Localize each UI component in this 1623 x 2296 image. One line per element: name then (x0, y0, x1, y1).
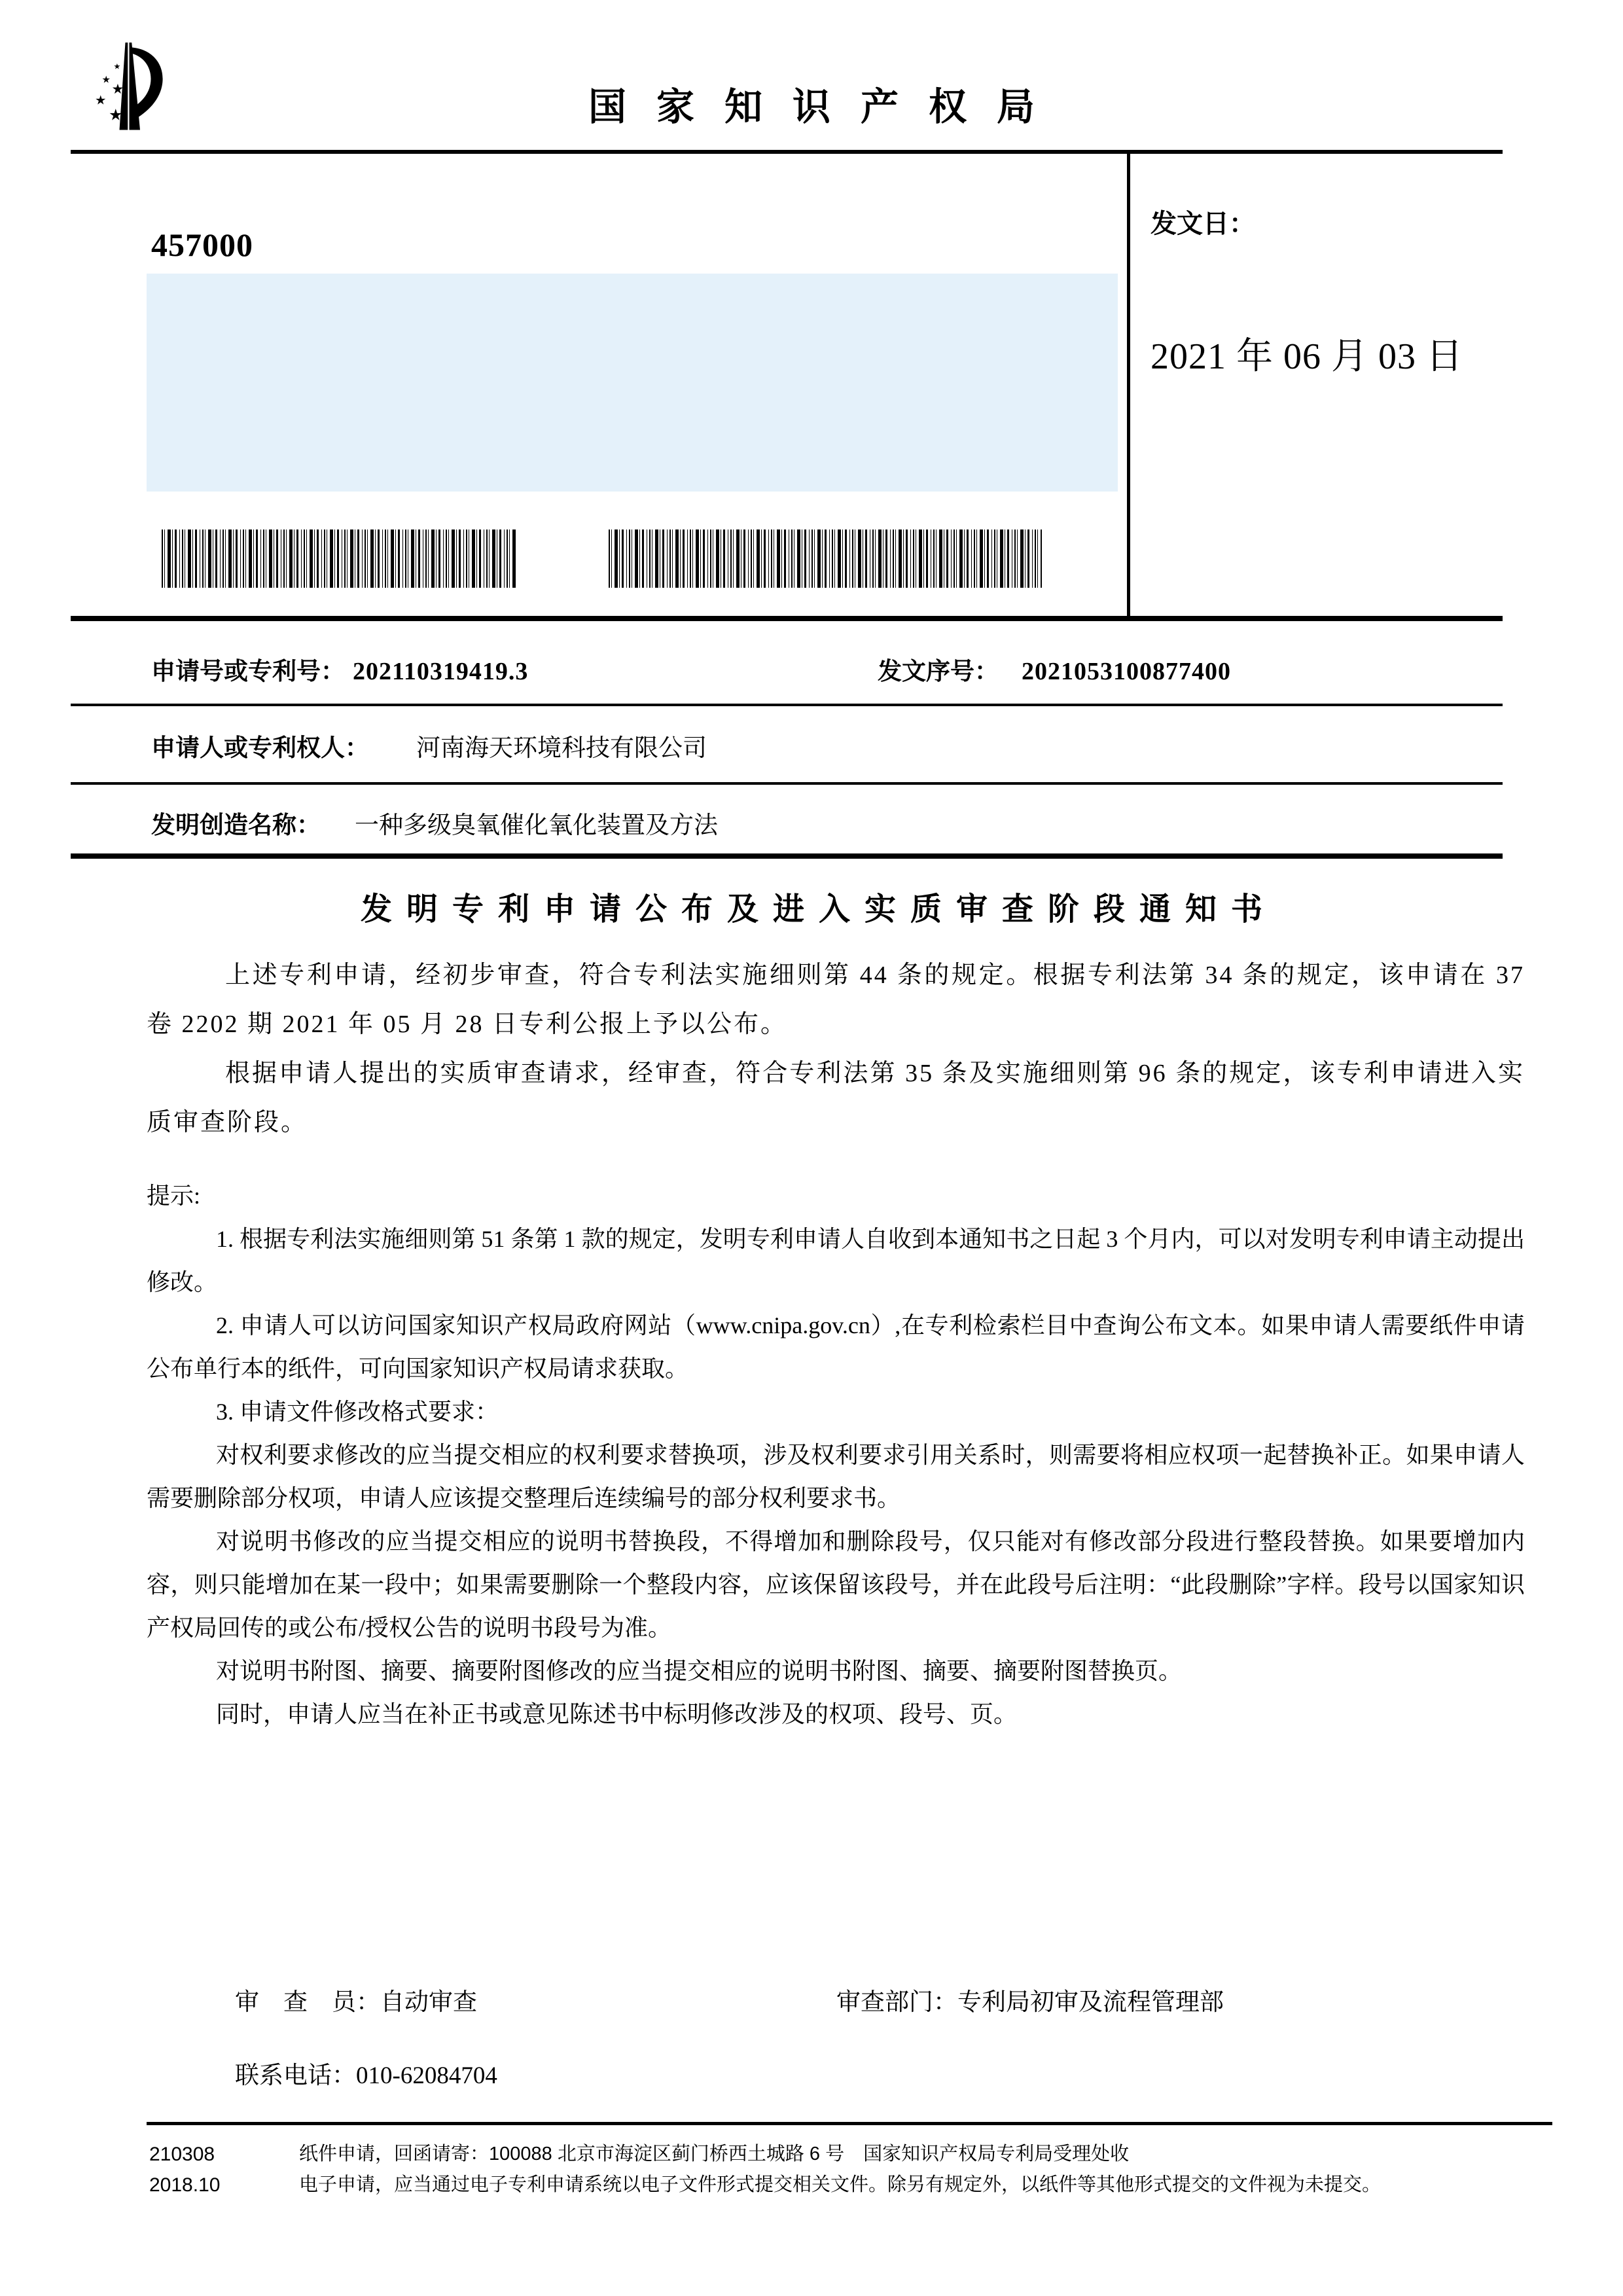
invention-name-value: 一种多级臭氧催化氧化装置及方法 (355, 812, 718, 839)
tip-item: 同时，申请人应当在补正书或意见陈述书中标明修改涉及的权项、段号、页。 (216, 1701, 1018, 1727)
serial-number-value: 2021053100877400 (1022, 658, 1231, 685)
svg-text:★: ★ (113, 62, 121, 71)
table-bottom-rule (71, 853, 1503, 859)
footer-instructions (299, 2139, 1553, 2200)
application-number-row (151, 651, 528, 687)
serial-number-label: 发文序号： (878, 658, 999, 685)
issue-date-value: 2021 年 06 月 03 日 (1150, 336, 1463, 377)
phone-field (235, 2055, 497, 2090)
footer-form-codes (149, 2139, 220, 2200)
svg-text:★: ★ (111, 81, 124, 97)
header-box-top-rule (71, 150, 1503, 154)
examiner-field (235, 1982, 477, 2017)
applicant-value: 河南海天环境科技有限公司 (416, 735, 707, 762)
notice-paragraph: 根据申请人提出的实质审查请求，经审查，符合专利法第 35 条及实施细则第 96 条的规定，该专利申请进入实质审查阶段。 (147, 1060, 1525, 1136)
notice-code-number: 457000 (151, 226, 253, 263)
svg-text:★: ★ (95, 92, 107, 108)
application-number-value: 202110319419.3 (353, 658, 529, 685)
invention-name-label: 发明创造名称： (151, 812, 321, 839)
tip-item: 2. 申请人可以访问国家知识产权局政府网站（www.cnipa.gov.cn）,在专利检索栏目中查询公布文本。如果申请人需要纸件申请公布单行本的纸件，可向国家知识产权局请求获取。 (147, 1312, 1525, 1382)
barcode-icon (609, 529, 1042, 588)
department-label: 审查部门： (836, 1989, 957, 2016)
notice-paragraph: 上述专利申请，经初步审查，符合专利法实施细则第 44 条的规定。根据专利法第 34 条的规定，该申请在 37 卷 2202 期 2021 年 05 月 28 日专利公报上予以公布。 (147, 961, 1525, 1038)
tip-item: 对说明书修改的应当提交相应的说明书替换段，不得增加和删除段号，仅只能对有修改部分段进行整段替换。如果要增加内容，则只能增加在某一段中；如果需要删除一个整段内容，应该保留该段号，并在此段号后注明：“此段删除”字样。段号以国家知识产权局回传的或公布/授权公告的说明书段号为准。 (147, 1528, 1525, 1641)
application-number-label: 申请号或专利号： (151, 658, 345, 685)
header-box-bottom-rule (71, 616, 1503, 621)
issue-date-label: 发文日： (1150, 209, 1255, 238)
applicant-label: 申请人或专利权人： (151, 735, 369, 762)
svg-text:★: ★ (109, 105, 123, 124)
tips-section (147, 1174, 1525, 1736)
agency-title: 国家知识产权局 (588, 86, 1065, 128)
applicant-row (151, 728, 707, 763)
invention-name-row (151, 805, 718, 840)
row-separator (71, 782, 1503, 785)
tip-item: 对权利要求修改的应当提交相应的权利要求替换项，涉及权利要求引用关系时，则需要将相应权项一起替换补正。如果申请人需要删除部分权项，申请人应该提交整理后连续编号的部分权利要求书。 (147, 1442, 1525, 1511)
phone-label: 联系电话： (235, 2062, 356, 2089)
svg-text:★: ★ (101, 73, 111, 86)
header-box-divider (1127, 150, 1130, 620)
row-separator (71, 704, 1503, 706)
form-date: 2018.10 (149, 2174, 221, 2196)
department-field (836, 1982, 1224, 2017)
notice-title: 发明专利申请公布及进入实质审查阶段通知书 (360, 892, 1277, 927)
examiner-value: 自动审查 (380, 1989, 477, 2016)
notice-body (147, 951, 1525, 1147)
phone-value: 010-62084704 (356, 2062, 497, 2089)
serial-number-row (878, 651, 1231, 687)
tip-item: 对说明书附图、摘要、摘要附图修改的应当提交相应的说明书附图、摘要、摘要附图替换页。 (216, 1658, 1183, 1684)
tip-item: 3. 申请文件修改格式要求： (216, 1399, 499, 1425)
form-code: 210308 (149, 2144, 215, 2165)
address-highlight-box (147, 274, 1118, 492)
footer-electronic-line: 电子申请，应当通过电子专利申请系统以电子文件形式提交相关文件。除另有规定外，以纸件等其他形式提交的文件视为未提交。 (299, 2174, 1382, 2195)
examiner-label: 审 查 员： (235, 1989, 380, 2016)
tip-item: 1. 根据专利法实施细则第 51 条第 1 款的规定，发明专利申请人自收到本通知书之日起 3 个月内，可以对发明专利申请主动提出修改。 (147, 1226, 1525, 1295)
footer-paper-line: 纸件申请，回函请寄：100088 北京市海淀区蓟门桥西土城路 6 号 国家知识产权局专利局受理处收 (299, 2144, 1130, 2164)
tips-heading: 提示: (147, 1183, 201, 1209)
barcode-icon (162, 529, 516, 588)
footer-rule (147, 2122, 1552, 2125)
department-value: 专利局初审及流程管理部 (957, 1989, 1224, 2016)
